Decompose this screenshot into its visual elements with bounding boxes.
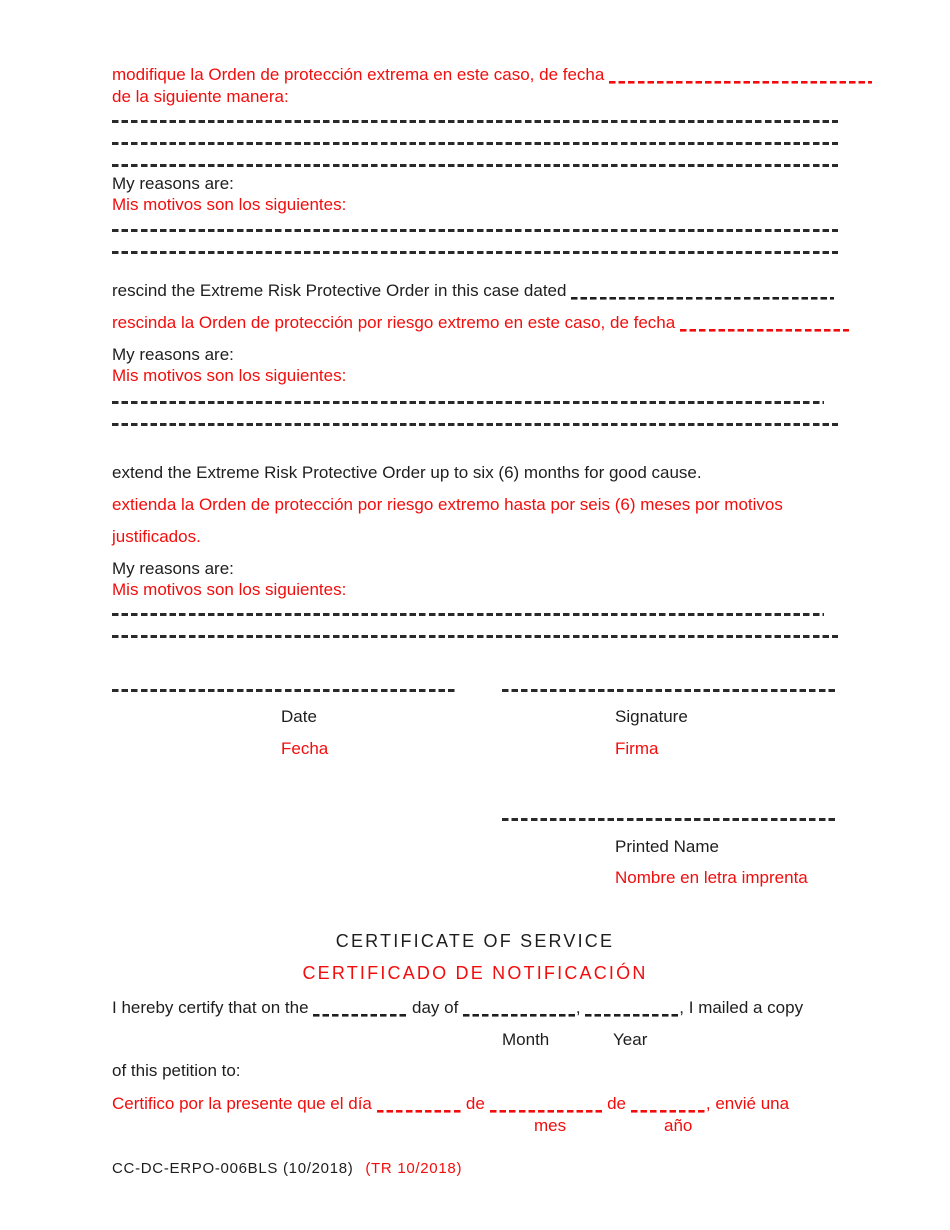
writing-line	[112, 251, 838, 254]
mis-motivos-label: Mis motivos son los siguientes:	[112, 195, 347, 214]
printed-name-label-spanish: Nombre en letra imprenta	[615, 868, 808, 887]
fill-in-blank	[490, 1098, 603, 1112]
mis-motivos-label: Mis motivos son los siguientes:	[112, 580, 347, 599]
date-label: Date	[281, 707, 317, 726]
month-label: Month	[502, 1030, 550, 1049]
fecha-label: Fecha	[281, 739, 329, 758]
writing-line	[112, 401, 824, 404]
fill-in-blank	[313, 1002, 407, 1016]
petition-to-line: of this petition to:	[112, 1061, 241, 1080]
my-reasons-label: My reasons are:	[112, 345, 234, 364]
signature-label: Signature	[615, 707, 688, 726]
writing-line	[112, 613, 824, 616]
printed-name-writing-line	[502, 818, 835, 821]
fill-in-blank	[609, 69, 872, 83]
writing-line	[112, 635, 838, 638]
form-number: CC-DC-ERPO-006BLS (10/2018)	[112, 1160, 354, 1177]
date-writing-line	[112, 689, 455, 692]
rescind-clause-english: rescind the Extreme Risk Protective Order in this case dated	[112, 280, 834, 302]
signature-writing-line	[502, 689, 835, 692]
fill-in-blank	[377, 1098, 462, 1112]
certificate-title-english: CERTIFICATE OF SERVICE	[335, 931, 615, 951]
fill-in-blank	[463, 1002, 576, 1016]
translation-date: (TR 10/2018)	[365, 1160, 463, 1177]
fill-in-blank	[631, 1098, 706, 1112]
writing-line	[112, 120, 838, 123]
modify-clause-spanish-line2: de la siguiente manera:	[112, 87, 289, 106]
form-footer	[112, 1158, 462, 1180]
rescind-clause-spanish: rescinda la Orden de protección por riesgo extremo en este caso, de fecha	[112, 312, 849, 334]
writing-line	[112, 142, 838, 145]
modify-clause-spanish-line1: modifique la Orden de protección extrema en este caso, de fecha	[112, 64, 872, 86]
firma-label: Firma	[615, 739, 659, 758]
extend-clause-spanish-line2: justificados.	[112, 527, 201, 546]
my-reasons-label: My reasons are:	[112, 174, 234, 193]
extend-clause-spanish-line1: extienda la Orden de protección por riesgo extremo hasta por seis (6) meses por motivos	[112, 495, 783, 514]
ano-label: año	[664, 1116, 693, 1135]
printed-name-label: Printed Name	[615, 837, 719, 856]
fill-in-blank	[585, 1002, 679, 1016]
certificate-title-spanish: CERTIFICADO DE NOTIFICACIÓN	[302, 963, 648, 983]
fill-in-blank	[571, 285, 834, 299]
writing-line	[112, 229, 838, 232]
extend-clause-english: extend the Extreme Risk Protective Order up to six (6) months for good cause.	[112, 463, 702, 482]
my-reasons-label: My reasons are:	[112, 559, 234, 578]
writing-line	[112, 423, 838, 426]
year-label: Year	[613, 1030, 648, 1049]
certify-statement-spanish: Certifico por la presente que el día de de , envié una	[112, 1094, 790, 1113]
writing-line	[112, 164, 838, 167]
fill-in-blank	[680, 317, 849, 331]
mes-label: mes	[534, 1116, 567, 1135]
certify-statement-english: I hereby certify that on the day of , , I mailed a copy	[112, 998, 804, 1017]
mis-motivos-label: Mis motivos son los siguientes:	[112, 366, 347, 385]
